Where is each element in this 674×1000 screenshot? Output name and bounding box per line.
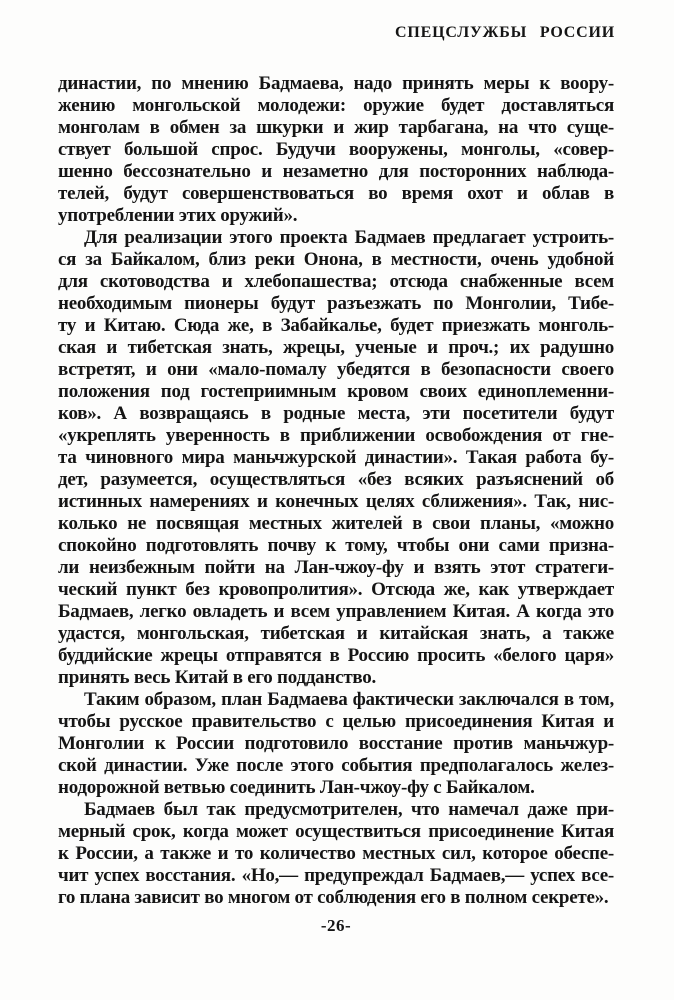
text-line: та чиновного мира маньчжурской династии». Такая работа бу- [58,447,614,468]
text-line: ков». А возвращаясь в родные места, эти посетители будут [58,403,614,424]
text-line: «укреплять уверенность в приближении освобождения от гне- [58,425,614,446]
text-line: шенно бессознательно и незаметно для посторонних наблюда- [58,161,614,182]
text-line: положения под гостеприимным кровом своих единоплеменни- [58,381,614,402]
text-line: к России, а также и то количество местных сил, которое обеспе- [58,843,614,864]
text-line: ской династии. Уже после этого события предполагалось желез- [58,755,614,776]
text-line: нодорожной ветвью соединить Лан-чжоу-фу с Байкалом. [58,777,535,798]
paragraph [58,689,614,799]
text-line: колько не посвящая местных жителей в свои планы, «можно [58,513,614,534]
paragraph [58,73,614,227]
text-line: Для реализации этого проекта Бадмаев предлагает устроить- [84,227,614,248]
text-line: жению монгольской молодежи: оружие будет доставляться [58,95,614,116]
paragraph [58,799,614,909]
text-line: ская и тибетская знать, жрецы, ученые и проч.; их радушно [58,337,614,358]
text-line: мерный срок, когда может осуществиться присоединение Китая [58,821,614,842]
text-line: для скотоводства и хлебопашества; отсюда снабженные всем [58,271,614,292]
text-line: Бадмаев, легко овладеть и всем управлением Китая. А когда это [58,601,614,622]
text-line: удастся, монгольская, тибетская и китайская знать, а также [58,623,614,644]
page-number: -26- [320,916,352,935]
paragraph [58,227,614,689]
text-line: чтобы русское правительство с целью присоединения Китая и [58,711,614,732]
text-line: истинных намерениях и конечных целях сближения». Так, нис- [58,491,614,512]
text-line: ли неизбежным пойти на Лан-чжоу-фу и взять этот стратеги- [58,557,614,578]
text-line: дет, разумеется, осуществляться «без всяких разъяснений об [58,469,614,490]
text-line: спокойно подготовлять почву к тому, чтобы они сами призна- [58,535,614,556]
running-header: СПЕЦСЛУЖБЫ РОССИИ [395,24,615,41]
text-line: Бадмаев был так предусмотрителен, что намечал даже при- [84,799,614,820]
text-line: Таким образом, план Бадмаева фактически заключался в том, [84,689,614,710]
text-line: ствует большой спрос. Будучи вооружены, монголы, «совер- [58,139,614,160]
text-line: чит успех восстания. «Но,— предупреждал Бадмаев,— успех все- [58,865,614,886]
text-line: ту и Китаю. Сюда же, в Забайкалье, будет приезжать монголь- [58,315,614,336]
page-body-text [58,73,614,909]
text-line: го плана зависит во многом от соблюдения его в полном секрете». [58,887,609,908]
text-line: монголам в обмен за шкурки и жир тарбагана, на что суще- [58,117,614,138]
text-line: буддийские жрецы отправятся в Россию просить «белого царя» [58,645,614,666]
text-line: принять весь Китай в его подданство. [58,667,377,688]
text-line: телей, будут совершенствоваться во время охот и облав в [58,183,614,204]
text-line: употреблении этих оружий». [58,205,298,226]
text-line: ся за Байкалом, близ реки Онона, в местности, очень удобной [58,249,614,270]
text-line: ческий пункт без кровопролития». Отсюда же, как утверждает [58,579,614,600]
text-line: необходимым пионеры будут разъезжать по Монголии, Тибе- [58,293,614,314]
text-line: династии, по мнению Бадмаева, надо принять меры к воору- [58,73,614,94]
text-line: встретят, и они «мало-помалу убедятся в безопасности своего [58,359,614,380]
text-line: Монголии к России подготовило восстание против маньчжур- [58,733,614,754]
